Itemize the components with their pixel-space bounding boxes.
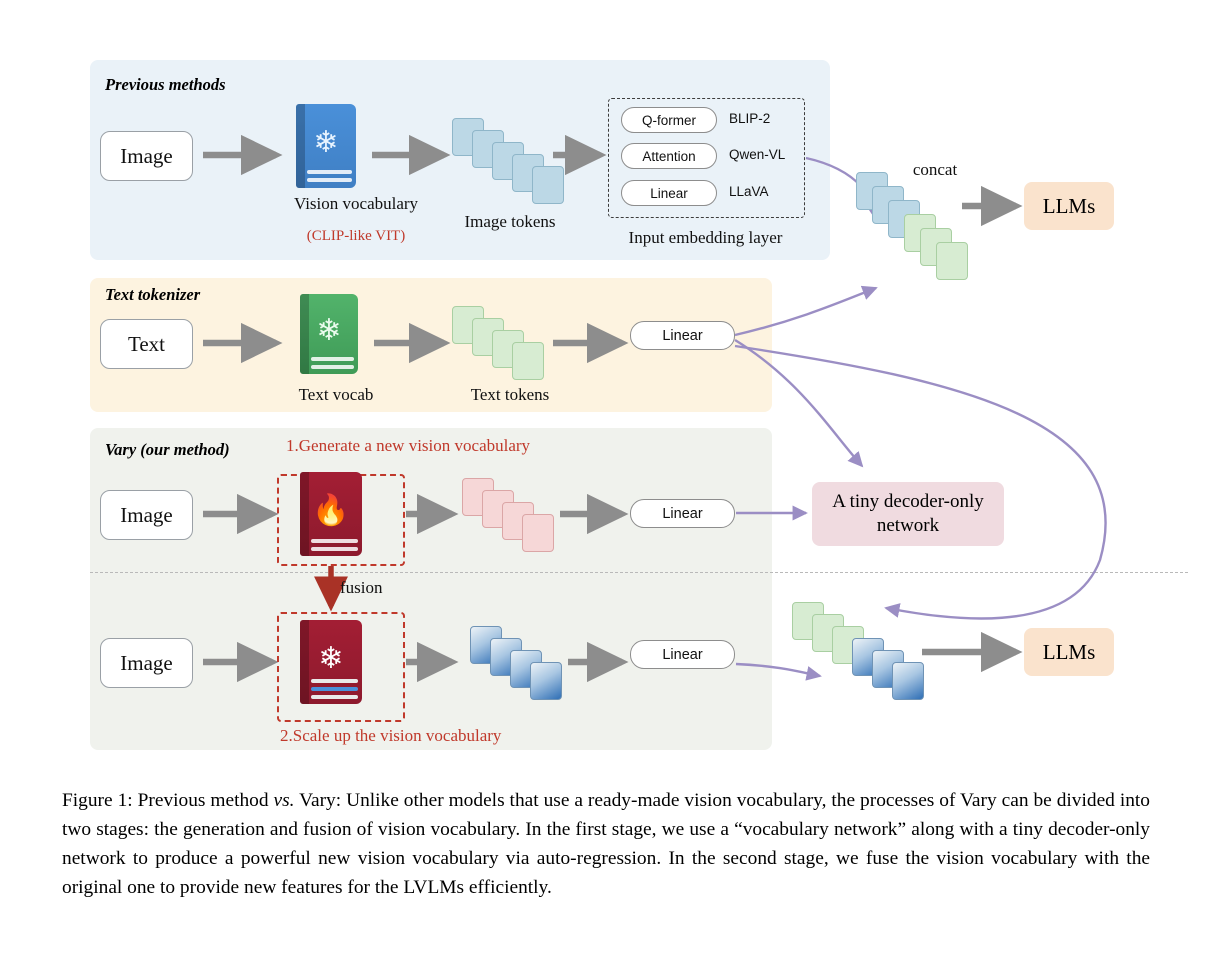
embedding-model-blip2: BLIP-2 bbox=[729, 111, 771, 126]
caption-body: Vary: Unlike other models that use a ready-made vision vocabulary, the processes of Vary can be divided into two stages: the generation and fusion of vision vocabulary. In the first stage, we use a “vocabulary network” along with a tiny decoder-only network to produce a powerful new vision vocabulary via auto-regression. In the second stage, we fuse the vision vocabulary with the original one to provide new features for the LVLMs efficiently. bbox=[62, 790, 1150, 899]
token bbox=[530, 662, 562, 700]
book-page-stripe bbox=[311, 539, 358, 543]
panel-title-previous: Previous methods bbox=[105, 75, 226, 94]
panel-title-vary: Vary (our method) bbox=[105, 440, 230, 459]
output-box-llms-bottom[interactable]: LLMs bbox=[1024, 628, 1114, 676]
embedding-method-linear[interactable]: Linear bbox=[621, 180, 717, 206]
label-text-vocab: Text vocab bbox=[298, 385, 374, 404]
flame-icon: 🔥 bbox=[312, 494, 350, 527]
embedding-method-attention[interactable]: Attention bbox=[621, 143, 717, 169]
panel-vary-method bbox=[90, 428, 772, 750]
token bbox=[532, 166, 564, 204]
input-box-text[interactable]: Text bbox=[100, 319, 193, 369]
embedding-method-q-former[interactable]: Q-former bbox=[621, 107, 717, 133]
output-box-llms-top[interactable]: LLMs bbox=[1024, 182, 1114, 230]
label-input-embedding-layer: Input embedding layer bbox=[628, 228, 783, 247]
book-page-stripe-blue bbox=[311, 687, 358, 691]
figure-caption bbox=[62, 786, 1150, 902]
snowflake-icon: ❄ bbox=[316, 314, 342, 347]
caption-prefix: Figure 1: Previous method bbox=[62, 790, 274, 811]
token bbox=[892, 662, 924, 700]
panel-title-text-tokenizer: Text tokenizer bbox=[105, 285, 201, 304]
vary-stage-divider bbox=[90, 572, 1188, 573]
input-box-image-previous[interactable]: Image bbox=[100, 131, 193, 181]
input-box-image-vary-stage1[interactable]: Image bbox=[100, 490, 193, 540]
vision-vocabulary-book bbox=[296, 104, 356, 188]
book-page-stripe bbox=[311, 547, 358, 551]
book-page-stripe bbox=[311, 679, 358, 683]
book-page-stripe bbox=[307, 178, 352, 182]
token bbox=[936, 242, 968, 280]
label-concat: concat bbox=[912, 160, 958, 179]
snowflake-icon: ❄ bbox=[313, 126, 339, 159]
label-step-generate-vocabulary: 1.Generate a new vision vocabulary bbox=[286, 436, 531, 455]
embedding-model-qwen-vl: Qwen-VL bbox=[729, 147, 786, 162]
linear-pill-vary-stage2[interactable]: Linear bbox=[630, 640, 735, 669]
book-page-stripe bbox=[307, 170, 352, 174]
new-vision-vocabulary-book bbox=[300, 472, 362, 556]
text-vocabulary-book bbox=[300, 294, 358, 374]
label-step-scale-vocabulary: 2.Scale up the vision vocabulary bbox=[280, 726, 502, 745]
fused-vision-vocabulary-book bbox=[300, 620, 362, 704]
input-box-image-vary-stage2[interactable]: Image bbox=[100, 638, 193, 688]
output-box-tiny-decoder[interactable]: A tiny decoder-only network bbox=[812, 482, 1004, 546]
book-page-stripe bbox=[311, 695, 358, 699]
label-fusion: fusion bbox=[340, 578, 383, 597]
snowflake-icon: ❄ bbox=[318, 642, 344, 675]
label-clip-like-vit: (CLIP-like VIT) bbox=[306, 228, 406, 244]
label-vision-vocabulary: Vision vocabulary bbox=[293, 194, 419, 213]
caption-italic-vs: vs. bbox=[273, 790, 295, 811]
token bbox=[512, 342, 544, 380]
embedding-model-llava: LLaVA bbox=[729, 184, 769, 199]
label-text-tokens: Text tokens bbox=[470, 385, 550, 404]
linear-pill-text[interactable]: Linear bbox=[630, 321, 735, 350]
linear-pill-vary-stage1[interactable]: Linear bbox=[630, 499, 735, 528]
book-page-stripe bbox=[311, 365, 354, 369]
book-page-stripe bbox=[311, 357, 354, 361]
label-image-tokens: Image tokens bbox=[464, 212, 556, 231]
token bbox=[522, 514, 554, 552]
